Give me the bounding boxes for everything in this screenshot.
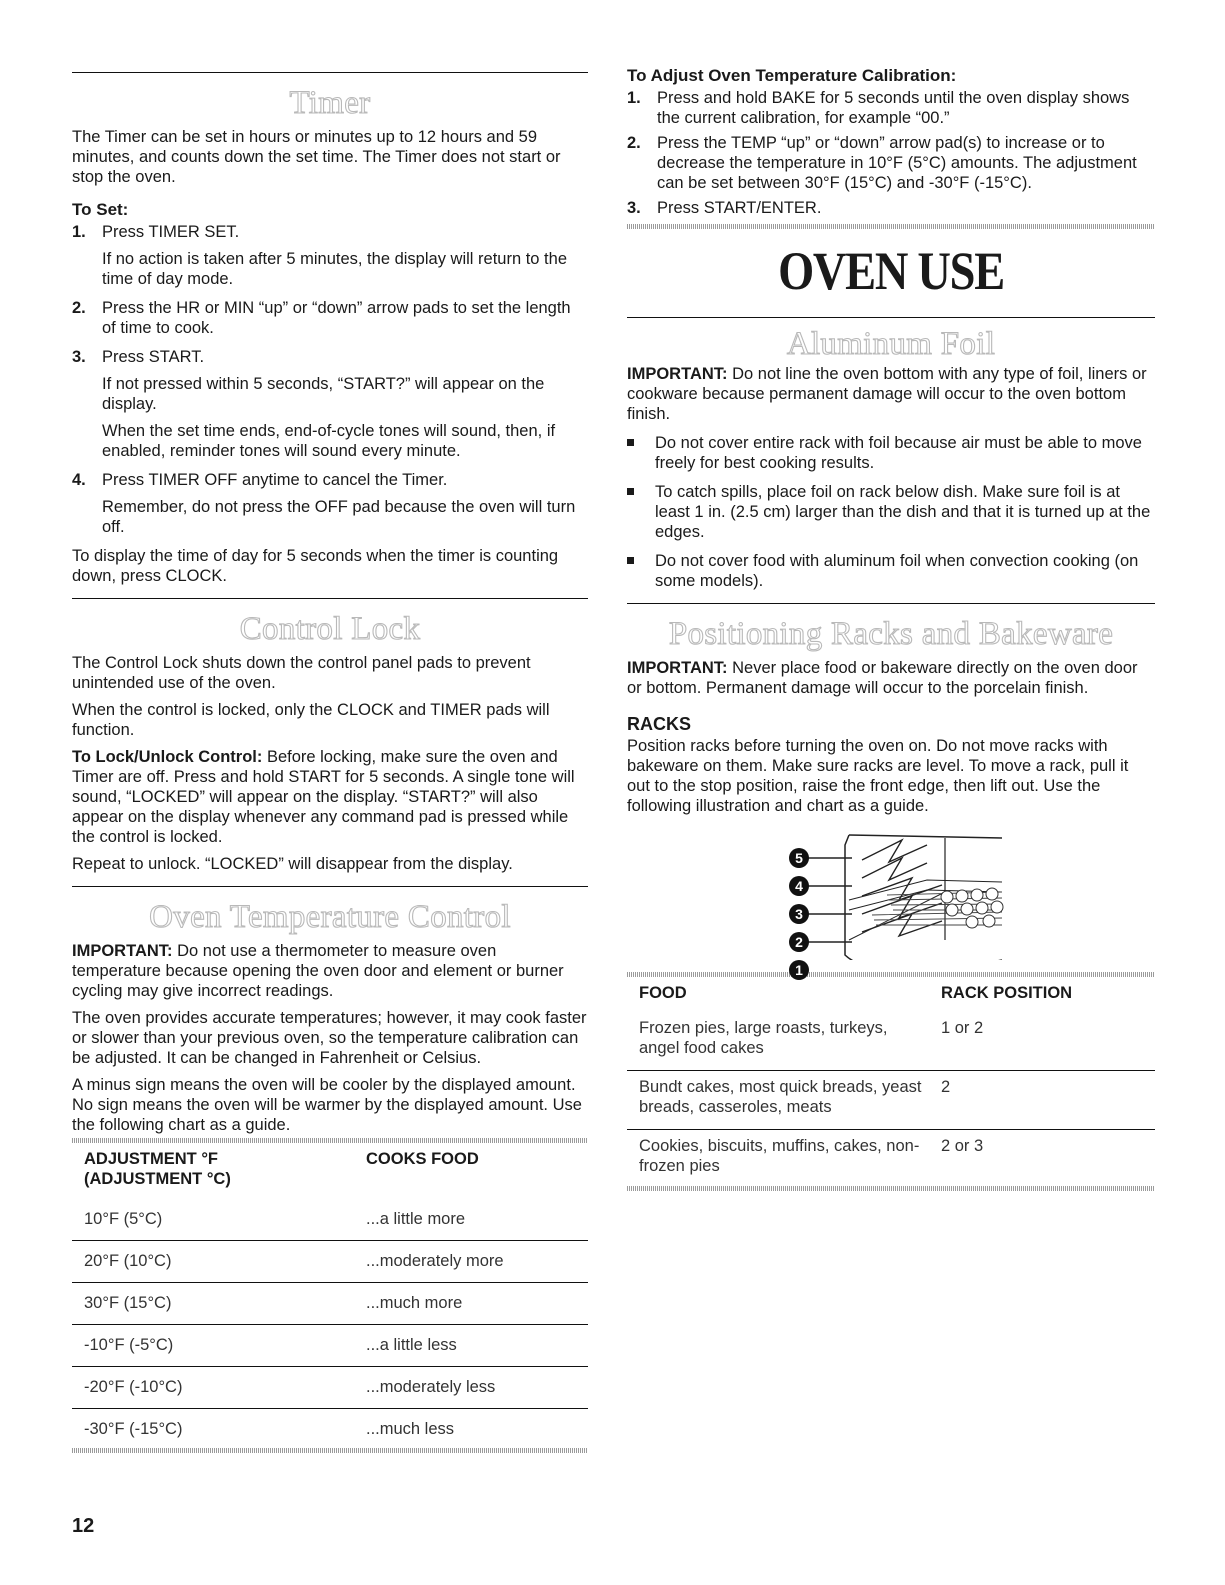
table-row: [627, 1071, 1155, 1130]
oven-use-title: OVEN USE: [778, 241, 1004, 301]
table-row: [627, 1012, 1155, 1071]
section-divider: [72, 886, 588, 887]
table-header-row: [72, 1143, 588, 1199]
adjustment-cell: 20°F (10°C): [72, 1241, 354, 1283]
step-number: 4.: [72, 471, 86, 489]
rack-position-cell: 1 or 2: [929, 1012, 1155, 1071]
step-text: Press START/ENTER.: [657, 199, 822, 217]
racks-important: [627, 658, 1155, 698]
rack-number-badge: 3: [789, 904, 809, 924]
rack-number-badge: 4: [789, 876, 809, 896]
section-divider: [72, 72, 588, 73]
cooks-food-cell: ...a little less: [354, 1325, 588, 1367]
control-lock-p2: When the control is locked, only the CLOCK and TIMER pads will function.: [72, 701, 550, 739]
table-row: [72, 1409, 588, 1451]
table-header-cooks-food: COOKS FOOD: [366, 1150, 479, 1168]
table-bottom-band: [72, 1448, 588, 1453]
cooks-food-cell: ...moderately more: [354, 1241, 588, 1283]
important-text: Never place food or bakeware directly on the oven door or bottom. Permanent damage will occur to the porcelain finish.: [627, 659, 1138, 697]
temp-p3: A minus sign means the oven will be cooler by the displayed amount. No sign means the oven will be warmer by the displayed amount. Use the following chart as a guide.: [72, 1076, 582, 1134]
adjustment-cell: 10°F (5°C): [72, 1199, 354, 1241]
temp-control-title: Oven Temperature Control: [149, 899, 511, 935]
important-label: IMPORTANT:: [627, 365, 728, 383]
calibration-step: [627, 198, 1155, 218]
timer-step: [72, 222, 588, 289]
timer-step: [72, 470, 588, 537]
timer-outro: To display the time of day for 5 seconds when the timer is counting down, press CLOCK.: [72, 547, 559, 585]
cooks-food-cell: ...a little more: [354, 1199, 588, 1241]
control-lock-p1: The Control Lock shuts down the control panel pads to prevent unintended use of the oven.: [72, 654, 531, 692]
table-header-row: [627, 977, 1155, 1012]
step-number: 3.: [72, 348, 86, 366]
step-text: Press TIMER OFF anytime to cancel the Timer.: [102, 471, 448, 489]
control-lock-p4: Repeat to unlock. “LOCKED” will disappear from the display.: [72, 855, 513, 873]
rack-number-badge: 2: [789, 932, 809, 952]
important-text: Do not use a thermometer to measure oven temperature because opening the oven door and element or burner cycling may give incorrect readings.: [72, 942, 564, 1000]
table-row: [72, 1325, 588, 1367]
section-divider: [72, 598, 588, 599]
racks-text: Position racks before turning the oven on. Do not move racks with bakeware on them. Make sure racks are level. To move a rack, pull it out to the stop position, raise the front edge, then lift out. Use the following illustration and chart as a guide.: [627, 737, 1129, 815]
oven-use-band: [627, 224, 1155, 229]
left-column: [72, 72, 588, 1453]
important-label: IMPORTANT:: [627, 659, 728, 677]
step-text: Press TIMER SET.: [102, 223, 240, 241]
important-text: Do not line the oven bottom with any type of foil, liners or cookware because permanent damage will occur to the oven bottom finish.: [627, 365, 1147, 423]
adjustment-cell: -10°F (-5°C): [72, 1325, 354, 1367]
calibration-step: [627, 133, 1155, 193]
food-cell: Cookies, biscuits, muffins, cakes, non-frozen pies: [639, 1137, 920, 1175]
table-row: [72, 1367, 588, 1409]
step-number: 1.: [627, 89, 641, 107]
food-cell: Bundt cakes, most quick breads, yeast breads, casseroles, meats: [627, 1071, 929, 1130]
foil-important: [627, 364, 1155, 424]
foil-bullets: [627, 433, 1155, 591]
step-text: Press START.: [102, 348, 205, 366]
control-lock-p3: [72, 747, 588, 847]
calibration-steps: [627, 88, 1155, 218]
adjustment-cell: -30°F (-15°C): [84, 1420, 183, 1438]
adjustment-cell: 30°F (15°C): [72, 1283, 354, 1325]
racks-title: Positioning Racks and Bakeware: [668, 616, 1114, 652]
table-bottom-band: [627, 1186, 1155, 1191]
rack-position-table: [627, 977, 1155, 1188]
cooks-food-cell: ...moderately less: [354, 1367, 588, 1409]
step-text: Press the HR or MIN “up” or “down” arrow pads to set the length of time to cook.: [102, 299, 571, 337]
rack-position-cell: 2: [929, 1071, 1155, 1130]
calibration-table: [72, 1143, 588, 1450]
calibration-step: [627, 88, 1155, 128]
step-text: Press and hold BAKE for 5 seconds until the oven display shows the current calibration, for example “00.”: [657, 89, 1130, 127]
racks-heading: RACKS: [627, 714, 692, 734]
table-header-adjustment: ADJUSTMENT °F (ADJUSTMENT °C): [84, 1150, 231, 1188]
oven-rack-diagram: [627, 830, 1155, 960]
table-row: [72, 1283, 588, 1325]
temp-important: [72, 941, 588, 1001]
table-row: [72, 1199, 588, 1241]
food-cell: Frozen pies, large roasts, turkeys, angel food cakes: [627, 1012, 929, 1071]
rack-illustration: [627, 830, 1155, 978]
table-row: [72, 1241, 588, 1283]
timer-intro: The Timer can be set in hours or minutes up to 12 hours and 59 minutes, and counts down the set time. The Timer does not start or stop the oven.: [72, 128, 561, 186]
page-number: 12: [72, 1515, 95, 1537]
foil-title: Aluminum Foil: [786, 326, 996, 362]
to-set-heading: To Set:: [72, 200, 129, 219]
step-text: Press the TEMP “up” or “down” arrow pad(s) to increase or to decrease the temperature in 10°F (5°C) amounts. The adjustment can be set between 30°F (15°C) and -30°F (-15°C).: [657, 134, 1137, 192]
right-column: [627, 66, 1155, 1191]
step-number: 2.: [627, 134, 641, 152]
rack-number-badge: 5: [789, 848, 809, 868]
timer-steps: [72, 222, 588, 537]
adjustment-cell: -20°F (-10°C): [72, 1367, 354, 1409]
control-lock-title: Control Lock: [239, 611, 421, 647]
rack-position-cell: 2 or 3: [941, 1137, 984, 1155]
timer-title: Timer: [289, 85, 371, 121]
section-divider: [627, 317, 1155, 318]
foil-bullet: Do not cover food with aluminum foil when convection cooking (on some models).: [627, 551, 1155, 591]
rack-number-badge: 1: [789, 960, 809, 980]
cooks-food-cell: ...much less: [366, 1420, 455, 1438]
section-divider: [627, 603, 1155, 604]
lock-unlock-text: Before locking, make sure the oven and Timer are off. Press and hold START for 5 seconds. A single tone will sound, “LOCKED” will appear on the display. “START?” will also appear on the display whenever any command pad is pressed while the control is locked.: [72, 748, 575, 846]
step-note: Remember, do not press the OFF pad because the oven will turn off.: [102, 498, 576, 536]
table-header-rack-position: RACK POSITION: [941, 984, 1073, 1002]
timer-step: [72, 298, 588, 338]
step-note: If not pressed within 5 seconds, “START?” will appear on the display.: [102, 375, 545, 413]
lock-unlock-label: To Lock/Unlock Control:: [72, 748, 263, 766]
temp-p2: The oven provides accurate temperatures; however, it may cook faster or slower than your previous oven, so the temperature calibration can be adjusted. It can be changed in Fahrenheit or Celsius.: [72, 1009, 587, 1067]
step-number: 1.: [72, 223, 86, 241]
table-row: [627, 1130, 1155, 1189]
cooks-food-cell: ...much more: [354, 1283, 588, 1325]
important-label: IMPORTANT:: [72, 942, 173, 960]
step-number: 2.: [72, 299, 86, 317]
table-header-food: FOOD: [639, 984, 687, 1002]
step-note: If no action is taken after 5 minutes, the display will return to the time of day mode.: [102, 250, 567, 288]
timer-step: [72, 347, 588, 461]
step-number: 3.: [627, 199, 641, 217]
foil-bullet: Do not cover entire rack with foil because air must be able to move freely for best cooking results.: [627, 433, 1155, 473]
foil-bullet: To catch spills, place foil on rack below dish. Make sure foil is at least 1 in. (2.5 cm) larger than the dish and that it is turned up at the edges.: [627, 482, 1155, 542]
step-note: When the set time ends, end-of-cycle tones will sound, then, if enabled, reminder tones will sound every minute.: [102, 422, 556, 460]
calibration-heading: To Adjust Oven Temperature Calibration:: [627, 66, 957, 85]
